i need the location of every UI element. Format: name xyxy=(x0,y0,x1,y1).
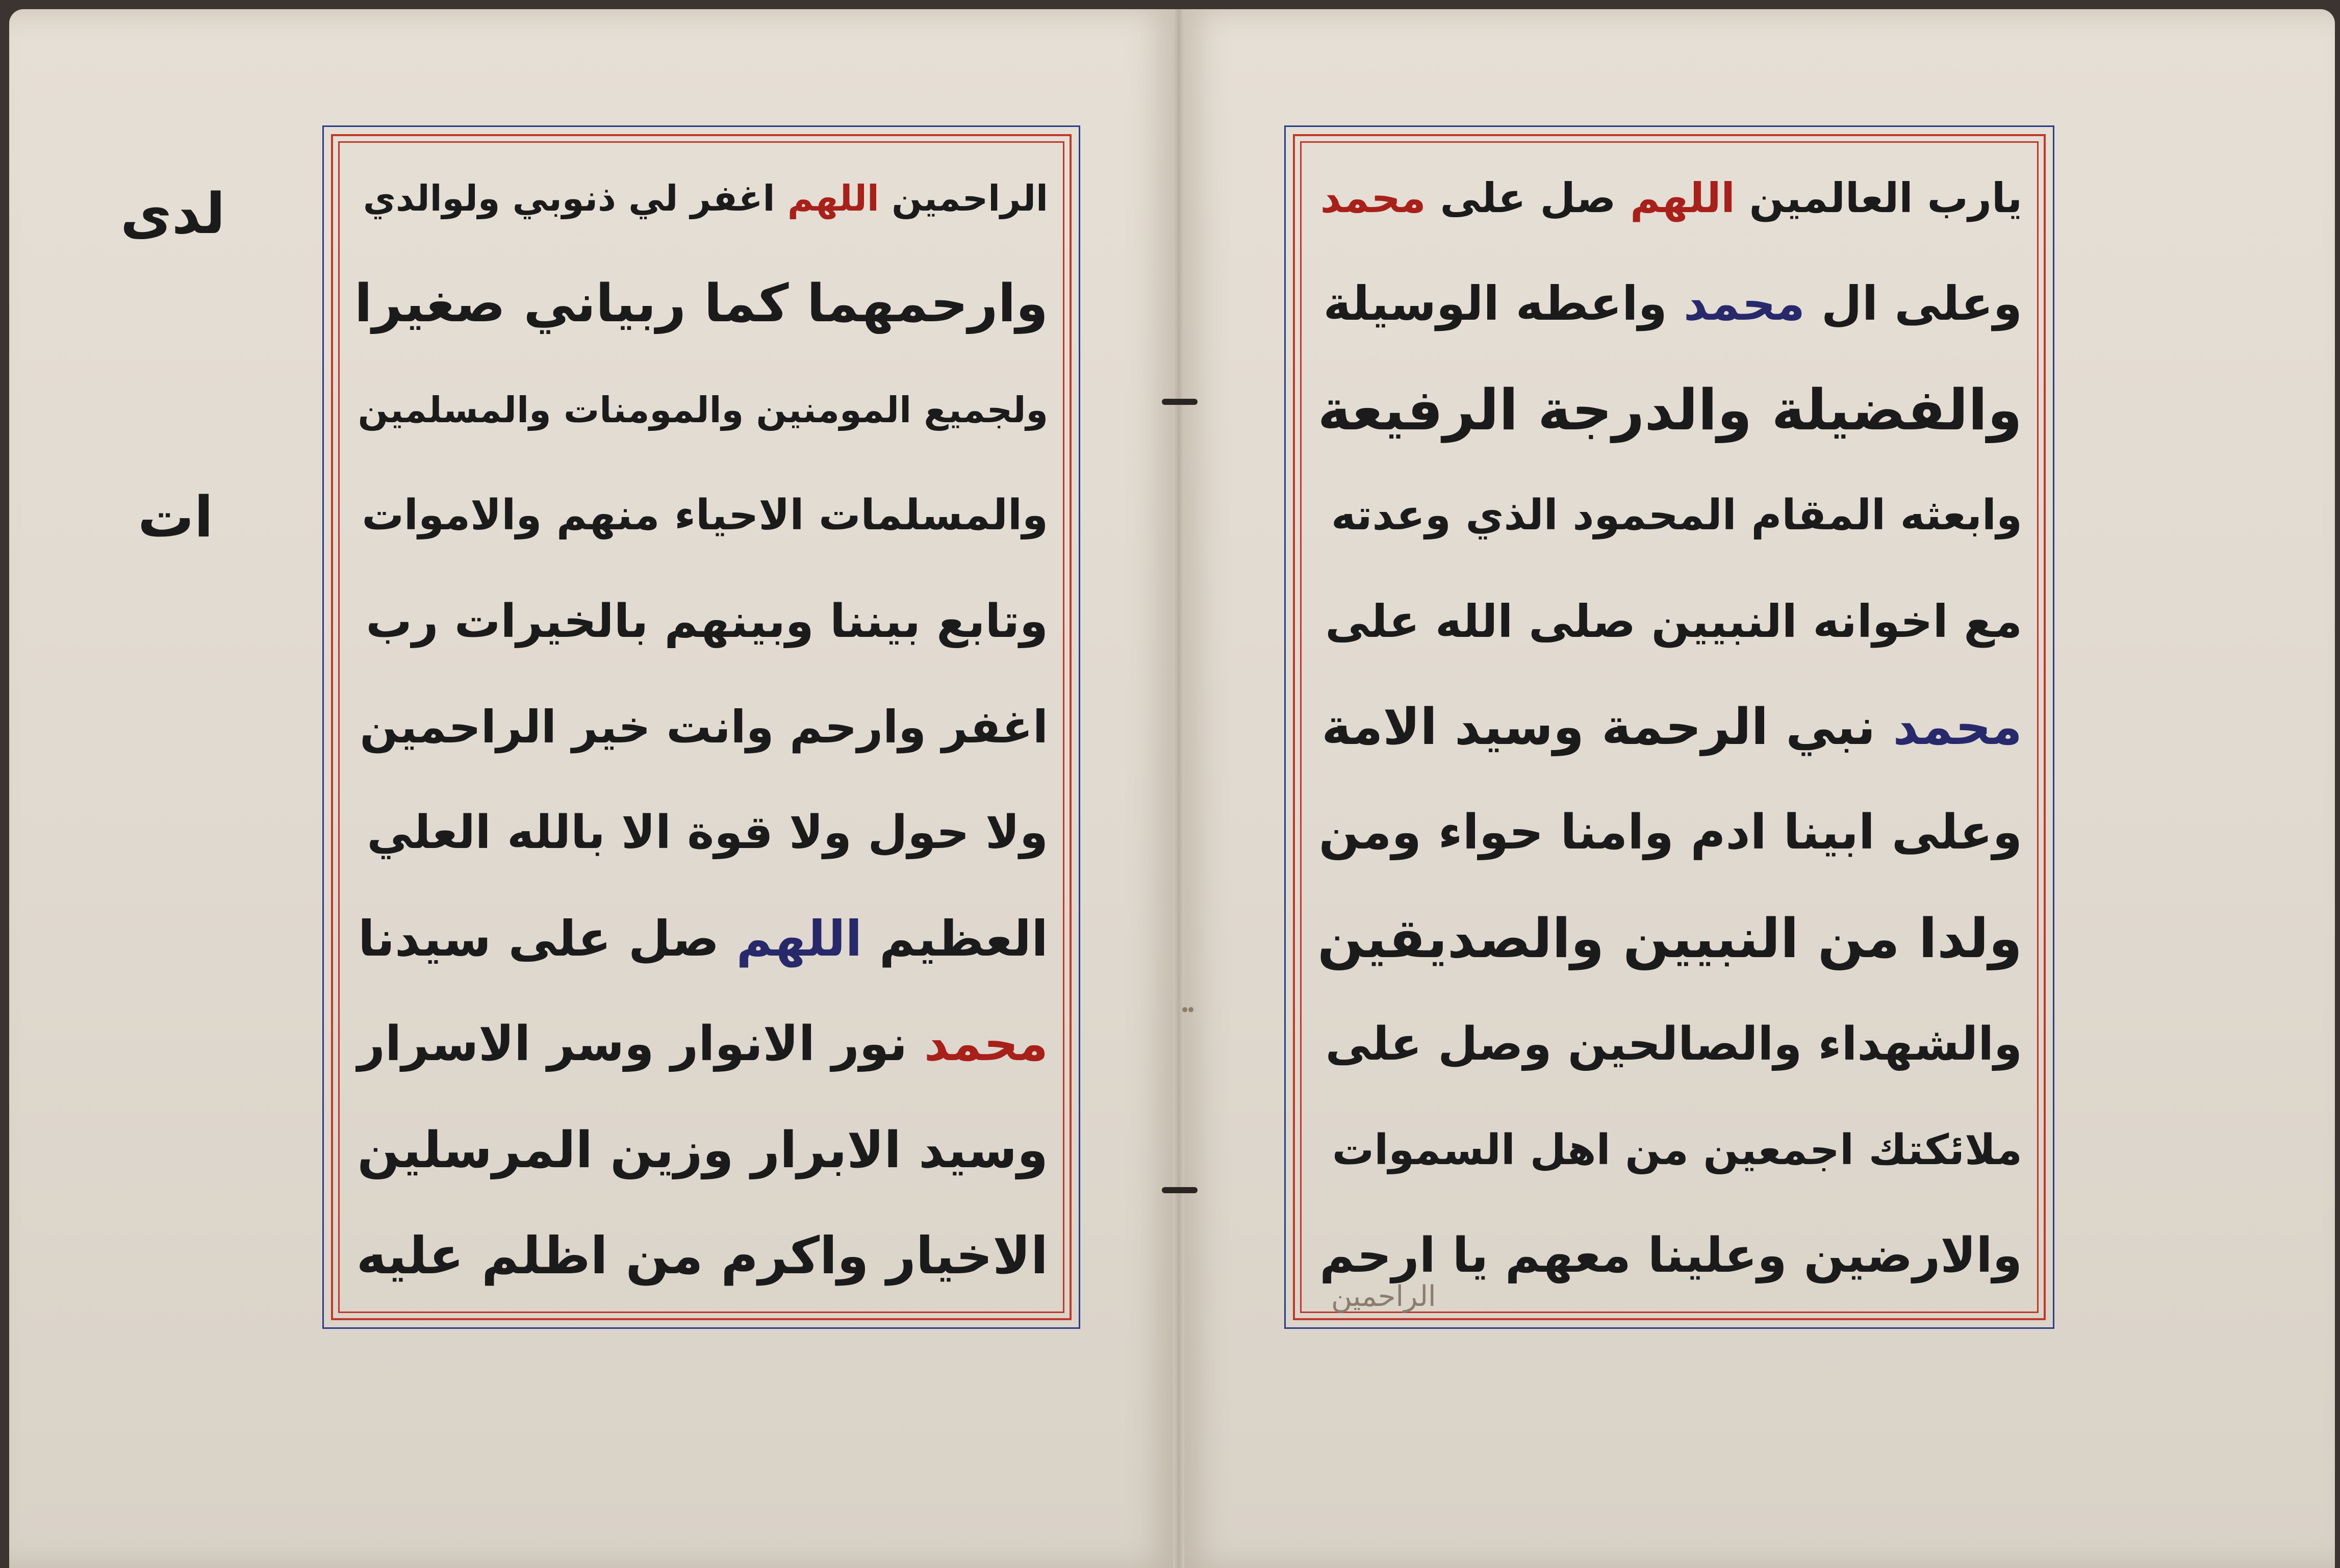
binding-stitch xyxy=(1162,399,1198,405)
text-segment: وارحمهما كما ربياني صغيرا xyxy=(354,273,1048,335)
text-segment: اغفر وارحم وانت خير الراحمين xyxy=(360,700,1048,753)
binding-stitch xyxy=(1162,1187,1198,1193)
text-segment: نبي الرحمة وسيد الامة xyxy=(1321,698,1893,756)
text-segment: وابعثه المقام المحمود الذي وعدته xyxy=(1331,491,2022,540)
text-line xyxy=(1316,263,2022,345)
text-line xyxy=(1316,686,2022,768)
text-line xyxy=(1316,581,2022,662)
text-segment: العظيم xyxy=(862,910,1048,967)
rubric-word: اللهم xyxy=(1630,174,1735,222)
text-segment: نور الانوار وسر الاسرار xyxy=(357,1016,924,1072)
rubric-word: محمد xyxy=(1320,174,1426,222)
rubric-word: اللهم xyxy=(787,177,879,219)
text-segment: مع اخوانه النبيين صلى الله على xyxy=(1325,595,2022,648)
text-line xyxy=(354,475,1048,556)
text-segment: والفضيلة والدرجة الرفيعة xyxy=(1317,377,2022,443)
text-line xyxy=(354,1215,1048,1297)
text-segment: صل على xyxy=(1426,174,1631,222)
text-segment: ولا حول ولا قوة الا بالله العلي xyxy=(367,806,1048,860)
left-text-block xyxy=(354,158,1048,1297)
binding-hole xyxy=(1182,1007,1187,1012)
text-line xyxy=(1316,1004,2022,1085)
text-line xyxy=(354,1110,1048,1191)
text-line xyxy=(354,263,1048,345)
text-segment: والمسلمات الاحياء منهم والاموات xyxy=(362,491,1048,540)
text-segment: والشهداء والصالحين وصل على xyxy=(1325,1017,2022,1071)
rubric-word: محمد xyxy=(1683,276,1805,331)
text-segment: اغفر لي ذنوبي ولوالدي xyxy=(363,177,787,219)
text-segment: صل على سيدنا xyxy=(358,910,736,967)
catchword: الراحمين xyxy=(1331,1280,1436,1313)
text-line xyxy=(354,158,1048,239)
text-line xyxy=(1316,475,2022,556)
text-line xyxy=(354,581,1048,662)
text-segment: وعلى ال xyxy=(1804,276,2022,331)
rubric-word: اللهم xyxy=(736,910,862,967)
text-segment: ملائكتك اجمعين من اهل السموات xyxy=(1332,1125,2022,1174)
text-segment: ولجميع المومنين والمومنات والمسلمين xyxy=(358,389,1048,431)
text-segment: الراحمين xyxy=(879,177,1048,219)
text-line xyxy=(1316,369,2022,451)
margin-note: لدى xyxy=(120,181,225,246)
text-line xyxy=(1316,792,2022,873)
text-segment: وتابع بيننا وبينهم بالخيرات رب xyxy=(366,594,1048,648)
text-line xyxy=(354,1004,1048,1085)
binding-gutter xyxy=(1173,9,1184,1568)
text-segment: الاخيار واكرم من اظلم عليه xyxy=(356,1225,1048,1286)
text-segment: يارب العالمين xyxy=(1735,174,2022,222)
left-text-frame xyxy=(322,125,1080,1329)
text-line xyxy=(1316,898,2022,980)
right-text-frame xyxy=(1284,125,2054,1329)
rubric-word: محمد xyxy=(1893,698,2022,756)
text-line xyxy=(354,686,1048,768)
text-segment: والارضين وعلينا معهم يا ارحم xyxy=(1319,1227,2022,1283)
text-line xyxy=(1316,1110,2022,1191)
margin-note: ات xyxy=(138,484,214,550)
text-line xyxy=(1316,158,2022,239)
text-segment: واعطه الوسيلة xyxy=(1323,276,1684,331)
text-line xyxy=(354,369,1048,451)
binding-hole xyxy=(1188,1007,1193,1012)
right-text-block xyxy=(1316,158,2022,1297)
text-segment: وسيد الابرار وزين المرسلين xyxy=(357,1121,1048,1179)
text-line xyxy=(354,792,1048,873)
rubric-word: محمد xyxy=(924,1016,1048,1072)
text-segment: ولدا من النبيين والصديقين xyxy=(1317,907,2022,970)
text-line xyxy=(354,898,1048,980)
text-segment: وعلى ابينا ادم وامنا حواء ومن xyxy=(1318,805,2022,861)
